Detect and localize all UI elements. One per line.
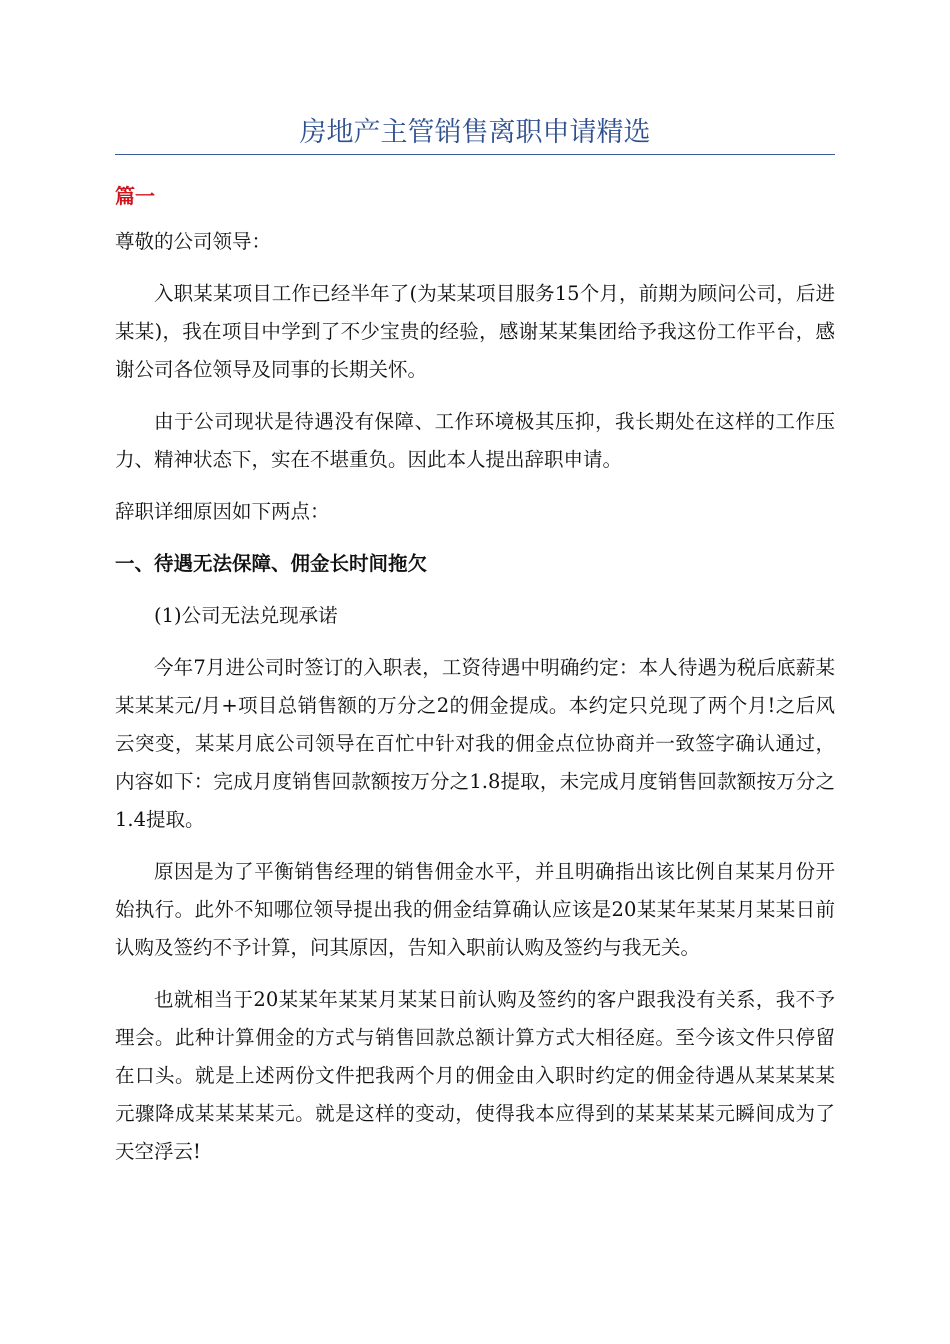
letter-body <box>115 223 835 1185</box>
paragraph-intro: 入职某某项目工作已经半年了(为某某项目服务15个月，前期为顾问公司，后进某某)，我在项目中学到了不少宝贵的经验，感谢某某集团给予我这份工作平台，感谢公司各位领导及同事的长期关怀。 <box>115 282 835 381</box>
subheading-promise: (1)公司无法兑现承诺 <box>154 604 338 627</box>
paragraph-consequence: 也就相当于20某某年某某月某某日前认购及签约的客户跟我没有关系，我不予理会。此种计算佣金的方式与销售回款总额计算方式大相径庭。至今该文件只停留在口头。就是上述两份文件把我两个月的佣金由入职时约定的佣金待遇从某某某某元骤降成某某某某元。就是这样的变动，使得我本应得到的某某某某元瞬间成为了天空浮云! <box>115 988 835 1163</box>
paragraph-reason: 由于公司现状是待遇没有保障、工作环境极其压抑，我长期处在这样的工作压力、精神状态下，实在不堪重负。因此本人提出辞职申请。 <box>115 410 835 471</box>
paragraph-cause: 原因是为了平衡销售经理的销售佣金水平，并且明确指出该比例自某某月份开始执行。此外不知哪位领导提出我的佣金结算确认应该是20某某年某某月某某日前认购及签约不予计算，问其原因，告知入职前认购及签约与我无关。 <box>115 860 835 959</box>
salutation: 尊敬的公司领导： <box>115 230 272 253</box>
paragraph-reasons-lead: 辞职详细原因如下两点： <box>115 500 330 523</box>
document-title: 房地产主管销售离职申请精选 <box>299 117 651 148</box>
paragraph-contract: 今年7月进公司时签订的入职表，工资待遇中明确约定：本人待遇为税后底薪某某某某元/月+项目总销售额的万分之2的佣金提成。本约定只兑现了两个月!之后风云突变，某某月底公司领导在百忙中针对我的佣金点位协商并一致签字确认通过，内容如下：完成月度销售回款额按万分之1.8提取，未完成月度销售回款额按万分之1.4提取。 <box>115 656 835 831</box>
title-underline <box>115 154 835 155</box>
section-label: 篇一 <box>115 184 155 208</box>
heading-reason-one: 一、待遇无法保障、佣金长时间拖欠 <box>115 552 428 575</box>
